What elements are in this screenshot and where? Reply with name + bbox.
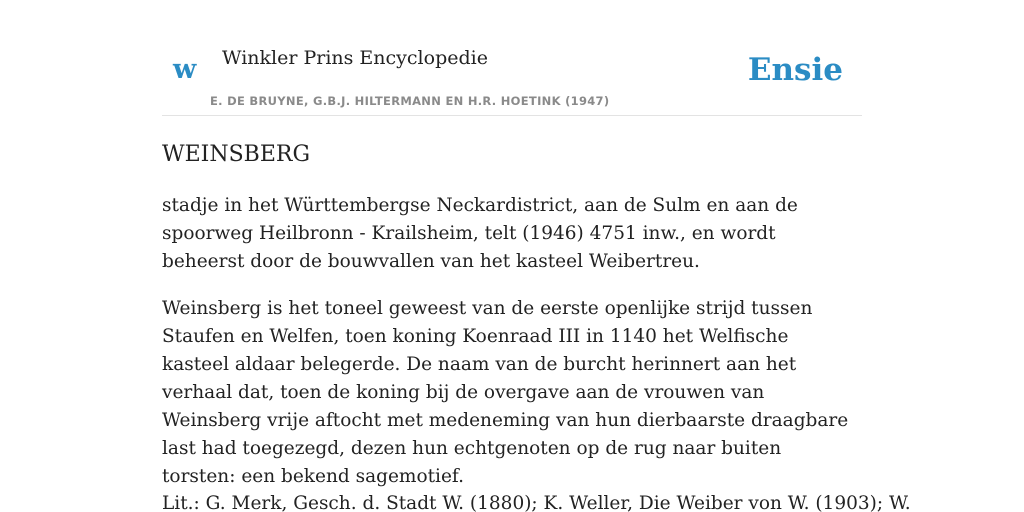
entry-paragraph: Weinsberg is het toneel geweest van de eerste openlijke strijd tussen Staufen en Welfen, toen koning Koenraad III in 1140 het Welfische kasteel aldaar belegerde. De naam van de burcht herinnert aan het verhaal dat, toen de koning bij de overgave aan de vrouwen van Weinsberg vrije aftocht met medeneming van hun dierbaarste draagbare last had toegezegd, dezen hun echtgenoten op de rug naar buiten torsten: een bekend sagemotief. (162, 298, 849, 487)
site-title-link[interactable]: Winkler Prins Encyclopedie (222, 47, 488, 69)
entry-literature: Lit.: G. Merk, Gesch. d. Stadt W. (1880); K. Weller, Die Weiber von W. (1903); W. (162, 493, 911, 512)
site-header (162, 0, 862, 116)
authors-line: E. DE BRUYNE, G.B.J. HILTERMANN EN H.R. HOETINK (1947) (210, 94, 610, 108)
ensie-logo-link[interactable]: Ensie (747, 52, 843, 88)
logo-icon[interactable]: w (173, 54, 197, 85)
entry-paragraph: stadje in het Württembergse Neckardistrict, aan de Sulm en aan de spoorweg Heilbronn - Krailsheim, telt (1946) 4751 inw., en wordt beheerst door de bouwvallen van het kasteel Weibertreu. (162, 195, 798, 272)
entry-headword: WEINSBERG (162, 142, 311, 167)
